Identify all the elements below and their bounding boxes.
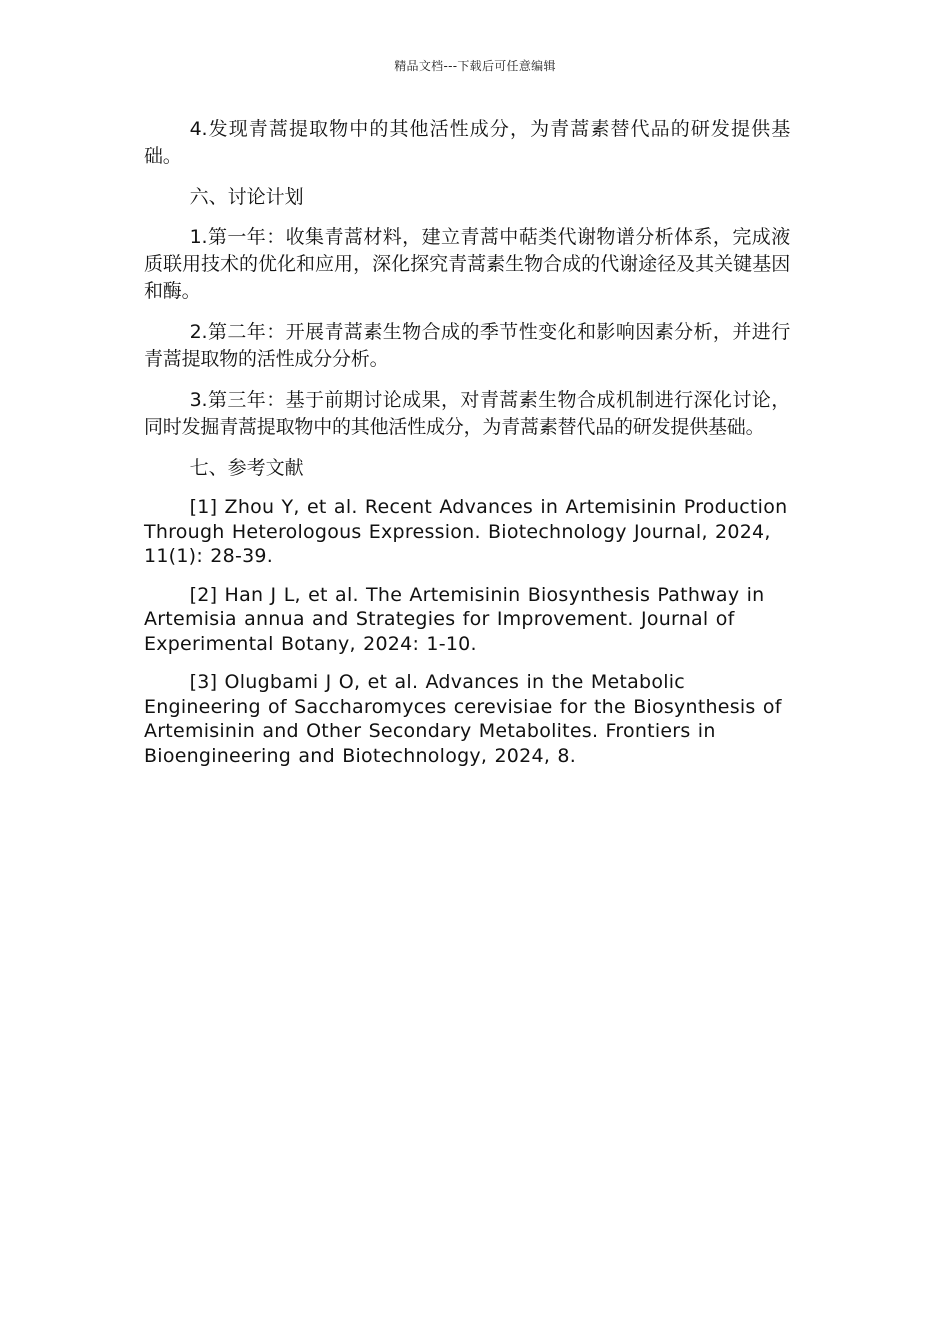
plan-item-2: 2.第二年：开展青蒿素生物合成的季节性变化和影响因素分析，并进行青蒿提取物的活性成分分析。 [144,321,790,370]
section-heading-references: 七、参考文献 [189,457,304,479]
reference-item-2: [2] Han J L, et al. The Artemisinin Biosynthesis Pathway in Artemisia annua and Strategies for Improvement. Journal of Experimental Botany, 2024: 1-10. [144,583,765,655]
reference-item-3: [3] Olugbami J O, et al. Advances in the Metabolic Engineering of Saccharomyces cerevisiae for the Biosynthesis of Artemisinin and Other Secondary Metabolites. Frontiers in Bioengineering and Biotechnology, 2024, 8. [144,671,782,767]
reference-item-1: [1] Zhou Y, et al. Recent Advances in Artemisinin Production Through Heterologous Expression. Biotechnology Journal, 2024, 11(1): 28-39. [144,496,788,567]
section-heading-plan: 六、讨论计划 [189,186,304,208]
plan-item-1: 1.第一年：收集青蒿材料，建立青蒿中萜类代谢物谱分析体系，完成液质联用技术的优化和应用，深化探究青蒿素生物合成的代谢途径及其关键基因和酶。 [144,226,790,302]
goal-item-4: 4.发现青蒿提取物中的其他活性成分，为青蒿素替代品的研发提供基础。 [144,118,790,167]
page-header: 精品文档---下载后可任意编辑 [394,59,556,73]
document-body [144,116,790,782]
plan-item-3: 3.第三年：基于前期讨论成果，对青蒿素生物合成机制进行深化讨论，同时发掘青蒿提取物中的其他活性成分，为青蒿素替代品的研发提供基础。 [144,389,790,438]
reference-list [144,495,790,768]
